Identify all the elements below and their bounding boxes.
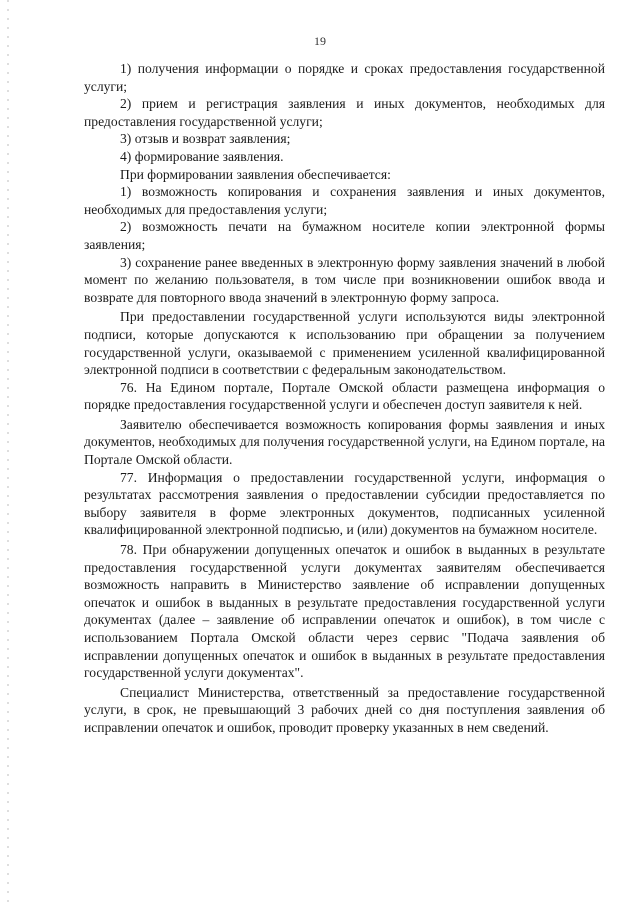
paragraph-item-3: 3) отзыв и возврат заявления;	[120, 131, 291, 147]
paragraph-specialist: Специалист Министерства, ответственный за предоставление государственной услуги, в срок, не превышающий 3 рабочих дней со дня поступления заявления об исправлении опечаток и ошибок, проводит проверку указанных в нем сведений.	[84, 684, 605, 735]
paragraph-form-item-2: 2) возможность печати на бумажном носителе копии электронной формы заявления;	[84, 219, 605, 252]
paragraph-78: 78. При обнаружении допущенных опечаток и ошибок в выданных в результате предоставления государственной услуги документах заявителям обеспечивается возможность направить в Министерство заявление об исправлении допущенных опечаток и ошибок в выданных в результате предоставления государственной услуги документах (далее – заявление об исправлении опечаток и ошибок), в том числе с использованием Портала Омской области через сервис "Подача заявления об исправлении допущенных опечаток и ошибок в выданных в результате предоставления государственной услуги документах".	[84, 542, 605, 681]
document-body	[84, 60, 605, 737]
paragraph-item-2: 2) прием и регистрация заявления и иных документов, необходимых для предоставления государственной услуги;	[84, 96, 605, 129]
paragraph-form-item-1: 1) возможность копирования и сохранения заявления и иных документов, необходимых для предоставления услуги;	[84, 184, 605, 217]
scan-edge-marks	[7, 0, 9, 905]
paragraph-77: 77. Информация о предоставлении государственной услуги, информация о результатах рассмотрения заявления о предоставлении субсидии предоставляется по выбору заявителя в форме электронных документов, подписанных усиленной квалифицированной электронной подписью, и (или) документов на бумажном носителе.	[84, 469, 605, 538]
paragraph-form-item-3: 3) сохранение ранее введенных в электронную форму заявления значений в любой момент по желанию пользователя, в том числе при возникновении ошибок ввода и возврате для повторного ввода значений в электронную форму запроса.	[84, 254, 605, 305]
paragraph-form-intro: При формировании заявления обеспечивается:	[120, 166, 391, 182]
paragraph-item-1: 1) получения информации о порядке и сроках предоставления государственной услуги;	[84, 61, 605, 94]
paragraph-76: 76. На Едином портале, Портале Омской области размещена информация о порядке предоставления государственной услуги и обеспечен доступ заявителя к ней.	[84, 379, 605, 413]
paragraph-item-4: 4) формирование заявления.	[120, 148, 284, 164]
paragraph-e-signature: При предоставлении государственной услуги используются виды электронной подписи, которые допускаются к использованию при обращении за получением государственной услуги, оказываемой с применением усиленной квалифицированной электронной подписи в соответствии с федеральным законодательством.	[84, 309, 605, 378]
paragraph-copy-form: Заявителю обеспечивается возможность копирования формы заявления и иных документов, необходимых для получения государственной услуги, на Едином портале, на Портале Омской области.	[84, 416, 605, 468]
page-number: 19	[314, 34, 326, 48]
